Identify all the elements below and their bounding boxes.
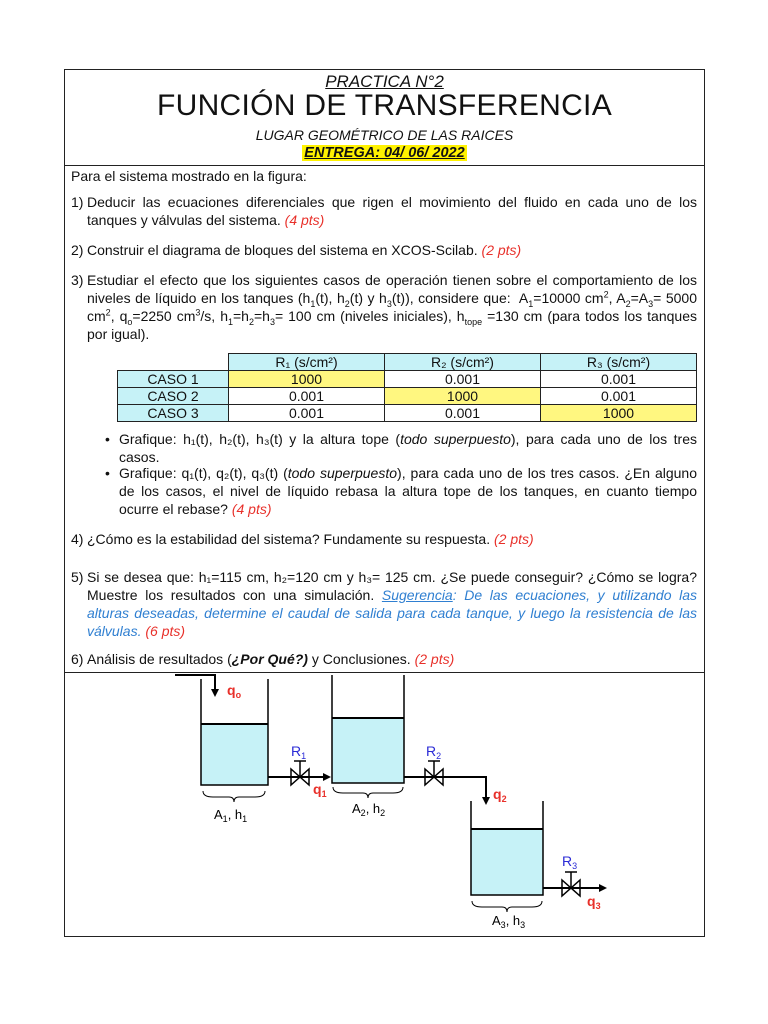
table-row — [118, 371, 697, 388]
document-frame — [64, 69, 705, 937]
table-row — [118, 388, 697, 405]
due-date — [65, 144, 704, 162]
bullet-1-italic: todo superpuesto — [400, 431, 511, 447]
table-cell: 1000 — [385, 388, 541, 405]
item-1-points: (4 pts) — [284, 212, 325, 228]
item-6-bold: ¿Por Qué?) — [231, 651, 308, 667]
item-1-text: Deducir las ecuaciones diferenciales que rigen el movimiento del fluido en cada uno de los tanques y válvulas del sistema. — [87, 194, 697, 228]
item-2 — [71, 241, 697, 259]
table-cell: 1000 — [229, 371, 385, 388]
item-5-suggestion-text: : De las ecuaciones, y utilizando las alturas deseadas, determine el caudal de salida para cada tanque, y luego la resistencia de las válvulas. — [87, 587, 698, 639]
item-6-text-a: Análisis de resultados ( — [87, 651, 232, 667]
pipe-2 — [404, 777, 486, 803]
q3-label: $q_3$ — [587, 893, 601, 911]
bullet-2-text-a: Grafique: q₁(t), q₂(t), q₃(t) ( — [119, 465, 288, 481]
tank-3-label: $A_3$, $h_3$ — [492, 913, 526, 930]
tank-diagram — [65, 673, 704, 937]
item-5-number: 5) — [71, 569, 84, 585]
assignment-body — [65, 166, 704, 673]
item-4 — [71, 530, 697, 548]
tank-1-water — [201, 725, 268, 785]
r2-label: $R_2$ — [426, 743, 442, 761]
q1-label: $q_1$ — [313, 781, 327, 799]
tank-2-label: $A_2$, $h_2$ — [352, 801, 386, 818]
page-subtitle: LUGAR GEOMÉTRICO DE LAS RAICES — [255, 127, 514, 143]
item-2-points: (2 pts) — [481, 242, 522, 258]
table-cell: 0.001 — [541, 388, 697, 405]
item-3 — [71, 271, 697, 343]
item-4-number: 4) — [71, 531, 84, 547]
table-cell: 0.001 — [541, 371, 697, 388]
bullet-1-text-b: ), para cada uno de los tres casos. — [119, 431, 697, 465]
bullet-2-text-b: ), para cada uno de los tres casos. ¿En alguno de los casos, el nivel de líquido rebasa la altura tope de los tanques, en cuanto tiempo ocurre el rebase? — [119, 465, 697, 517]
page-title: FUNCIÓN DE TRANSFERENCIA — [156, 89, 613, 122]
due-date-text: ENTREGA: 04/ 06/ 2022 — [304, 145, 465, 161]
tank-diagram-svg — [65, 673, 704, 937]
item-5-points: (6 pts) — [145, 623, 186, 639]
tank-1-brace — [203, 791, 265, 802]
table-cell: 1000 — [541, 405, 697, 422]
item-5-text: Si se desea que: h₁=115 cm, h₂=120 cm y h₃= 125 cm. ¿Se puede conseguir? ¿Cómo se logra? Muestre los resultados con una simulación. — [87, 569, 697, 603]
table-cell: 0.001 — [229, 405, 385, 422]
table-cell: 0.001 — [385, 371, 541, 388]
q2-label: $q_2$ — [493, 786, 507, 804]
table-header-row — [118, 354, 697, 371]
inflow-pipe — [175, 675, 215, 695]
intro-text: Para el sistema mostrado en la figura: — [71, 168, 307, 184]
practica-number: PRACTICA N°2 — [325, 72, 444, 91]
r1-label: $R_1$ — [291, 743, 307, 761]
tank-3-brace — [472, 901, 542, 912]
table-row — [118, 405, 697, 422]
q0-label: $q_o$ — [227, 682, 242, 700]
tank-2-water — [332, 719, 404, 783]
cases-table — [117, 353, 697, 422]
item-4-text: ¿Cómo es la estabilidad del sistema? Fundamente su respuesta. — [87, 531, 491, 547]
item-2-number: 2) — [71, 242, 84, 258]
tank-2-brace — [333, 787, 403, 798]
r3-label: $R_3$ — [562, 853, 578, 871]
case-label: CASO 3 — [118, 405, 229, 422]
item-1 — [71, 193, 697, 229]
case-label: CASO 1 — [118, 371, 229, 388]
item-5-suggestion-label: Sugerencia — [381, 587, 453, 603]
case-label: CASO 2 — [118, 388, 229, 405]
bullet-2-points: (4 pts) — [231, 501, 272, 517]
header-block — [65, 70, 704, 166]
item-3-number: 3) — [71, 272, 84, 288]
item-6-text-b: y Conclusiones. — [307, 651, 411, 667]
item-4-points: (2 pts) — [494, 531, 534, 547]
item-6 — [71, 650, 697, 668]
table-cell: 0.001 — [385, 405, 541, 422]
tank-1-label: $A_1$, $h_1$ — [214, 807, 248, 824]
table-header-r1: R₁ (s/cm²) — [229, 354, 385, 371]
table-cell: 0.001 — [229, 388, 385, 405]
item-6-points: (2 pts) — [414, 651, 455, 667]
table-header-r3: R₃ (s/cm²) — [541, 354, 697, 371]
bullet-dot: • — [105, 465, 110, 481]
item-6-number: 6) — [71, 651, 84, 667]
bullet-1-text-a: Grafique: h₁(t), h₂(t), h₃(t) y la altura tope ( — [119, 431, 401, 447]
item-3-text: Estudiar el efecto que los siguientes casos de operación tienen sobre el comportamiento de los niveles de líquido en los tanques ($h_1(t)$, $h_2(t)$ y $h_3(t)$), considere que: $A_1=10000$ $cm^2$, $A_2=A_3= 5000$ $cm^2$, $q_o=2250$ $cm^3/s$, $h_1=h_2=h_3= 100$ cm (niveles iniciales), $h_{tope} =130$ cm (para todos los tanques por igual). — [87, 272, 697, 342]
bullet-1 — [105, 430, 697, 466]
bullet-dot: • — [105, 431, 110, 447]
bullet-2-italic: todo superpuesto — [287, 465, 398, 481]
item-2-text: Construir el diagrama de bloques del sistema en XCOS-Scilab. — [87, 242, 478, 258]
item-1-number: 1) — [71, 194, 84, 210]
table-header-r2: R₂ (s/cm²) — [385, 354, 541, 371]
item-5 — [71, 568, 697, 640]
tank-3-water — [471, 830, 543, 895]
bullet-2 — [105, 464, 697, 518]
